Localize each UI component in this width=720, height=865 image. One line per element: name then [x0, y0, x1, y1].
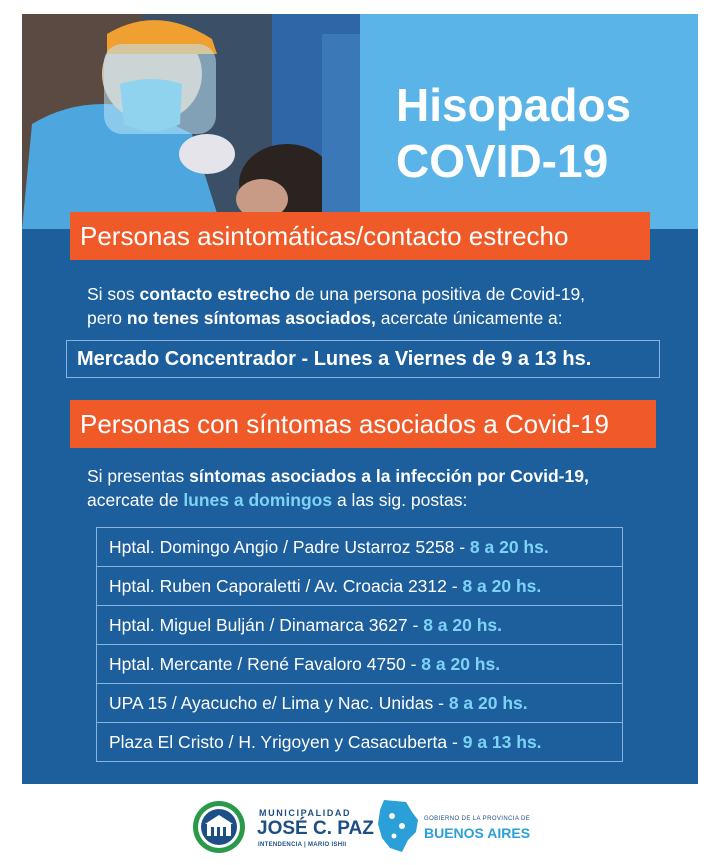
desc2-part-e: a las sig. postas: — [332, 490, 468, 510]
post-row: Hptal. Mercante / René Favaloro 4750 - 8 a 20 hs. — [96, 644, 623, 684]
desc1-part-c: de una persona positiva de Covid-19, — [290, 284, 586, 304]
desc1-part-d: pero — [87, 308, 127, 328]
post-place: Plaza El Cristo / H. Yrigoyen y Casacuberta — [109, 732, 448, 752]
symptomatic-banner: Personas con síntomas asociados a Covid-19 — [70, 400, 656, 448]
post-hours: 8 a 20 hs. — [423, 615, 503, 635]
title-line-1: Hisopados — [396, 79, 632, 131]
buenos-aires-map-icon — [376, 798, 420, 854]
asymptomatic-description — [87, 282, 585, 330]
municipality-name: JOSÉ C. PAZ — [257, 818, 374, 839]
desc2-part-b: síntomas asociados a la infección por Covid-19, — [189, 466, 589, 486]
post-row: Hptal. Miguel Bulján / Dinamarca 3627 - 8 a 20 hs. — [96, 605, 623, 645]
post-hours: 8 a 20 hs. — [462, 576, 542, 596]
post-place: Hptal. Domingo Angio / Padre Ustarroz 5258 — [109, 537, 455, 557]
title-box — [360, 14, 698, 229]
desc1-part-e: no tenes síntomas asociados, — [126, 308, 376, 328]
province-government-label: GOBIERNO DE LA PROVINCIA DE — [424, 816, 531, 822]
testing-posts-list — [96, 527, 623, 761]
post-place: Hptal. Mercante / René Favaloro 4750 — [109, 654, 406, 674]
municipality-seal-icon — [192, 800, 246, 854]
municipality-label: MUNICIPALIDAD — [259, 808, 352, 818]
post-row: Hptal. Domingo Angio / Padre Ustarroz 5258 - 8 a 20 hs. — [96, 527, 623, 567]
post-row: Hptal. Ruben Caporaletti / Av. Croacia 2312 - 8 a 20 hs. — [96, 566, 623, 606]
desc2-part-d: lunes a domingos — [183, 490, 333, 510]
post-hours: 8 a 20 hs. — [421, 654, 501, 674]
post-hours: 8 a 20 hs. — [469, 537, 549, 557]
desc2-part-c: acercate de — [87, 490, 184, 510]
footer-logos — [0, 784, 720, 865]
desc1-part-b: contacto estrecho — [139, 284, 291, 304]
desc1-part-f: acercate únicamente a: — [375, 308, 563, 328]
healthcare-worker-photo — [22, 14, 362, 229]
symptomatic-description — [87, 464, 589, 512]
desc1-part-a: Si sos — [87, 284, 140, 304]
post-row: UPA 15 / Ayacucho e/ Lima y Nac. Unidas - 8 a 20 hs. — [96, 683, 623, 723]
municipality-subtitle: INTENDENCIA | MARIO ISHII — [258, 842, 347, 848]
post-hours: 8 a 20 hs. — [448, 693, 528, 713]
title-line-2: COVID-19 — [396, 135, 609, 187]
desc2-part-a: Si presentas — [87, 466, 190, 486]
post-hours: 9 a 13 hs. — [462, 732, 542, 752]
post-row: Plaza El Cristo / H. Yrigoyen y Casacuberta - 9 a 13 hs. — [96, 722, 623, 762]
asymptomatic-banner: Personas asintomáticas/contacto estrecho — [70, 212, 650, 260]
post-place: UPA 15 / Ayacucho e/ Lima y Nac. Unidas — [109, 693, 434, 713]
province-name: BUENOS AIRES — [424, 825, 531, 841]
post-place: Hptal. Miguel Bulján / Dinamarca 3627 — [109, 615, 408, 635]
post-place: Hptal. Ruben Caporaletti / Av. Croacia 2312 — [109, 576, 447, 596]
asymptomatic-location: Mercado Concentrador - Lunes a Viernes de 9 a 13 hs. — [66, 340, 660, 378]
